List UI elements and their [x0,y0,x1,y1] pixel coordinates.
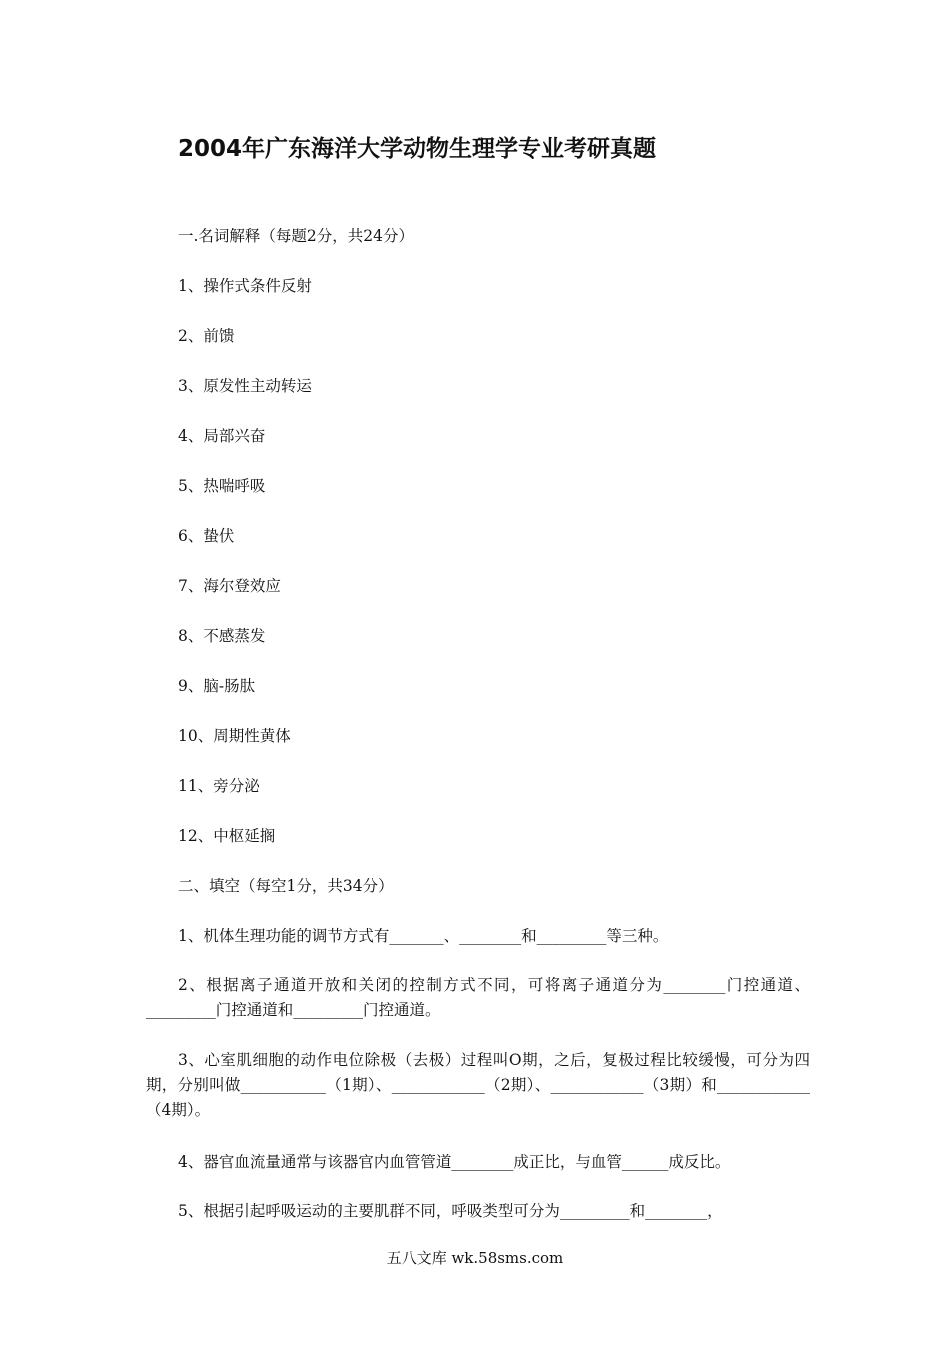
term-item: 2、前馈 [178,327,235,345]
term-item: 8、不感蒸发 [178,627,266,645]
term-item: 6、蛰伏 [178,527,235,545]
fill-question-4: 4、器官血流量通常与该器官内血管管道________成正比，与血管______成反比。 [178,1153,731,1171]
fill-question-2: 2、根据离子通道开放和关闭的控制方式不同，可将离子通道分为________门控通道、_________门控通道和_________门控通道。 [146,976,810,1019]
term-item: 10、周期性黄体 [178,727,291,745]
fill-question-3: 3、心室肌细胞的动作电位除极（去极）过程叫O期，之后，复极过程比较缓慢，可分为四期，分别叫做___________（1期）、____________（2期）、____________（3期）和____________（4期）。 [146,1051,810,1119]
term-item: 3、原发性主动转运 [178,377,312,395]
term-item: 1、操作式条件反射 [178,277,312,295]
term-item: 11、旁分泌 [178,777,260,795]
term-item: 12、中枢延搁 [178,827,276,845]
fill-question-5: 5、根据引起呼吸运动的主要肌群不同，呼吸类型可分为_________和________， [178,1202,723,1220]
term-item: 7、海尔登效应 [178,577,281,595]
page-footer: 五八文库 wk.58sms.com [386,1249,564,1267]
term-item: 4、局部兴奋 [178,427,266,445]
section2-heading: 二、填空（每空1分，共34分） [178,877,394,895]
fill-question-1: 1、机体生理功能的调节方式有_______、________和_________等三种。 [178,927,669,945]
term-item: 5、热喘呼吸 [178,477,266,495]
term-item: 9、脑-肠肽 [178,677,256,695]
document-title: 2004年广东海洋大学动物生理学专业考研真题 [178,136,657,162]
section1-heading: 一.名词解释（每题2分，共24分） [178,227,415,245]
